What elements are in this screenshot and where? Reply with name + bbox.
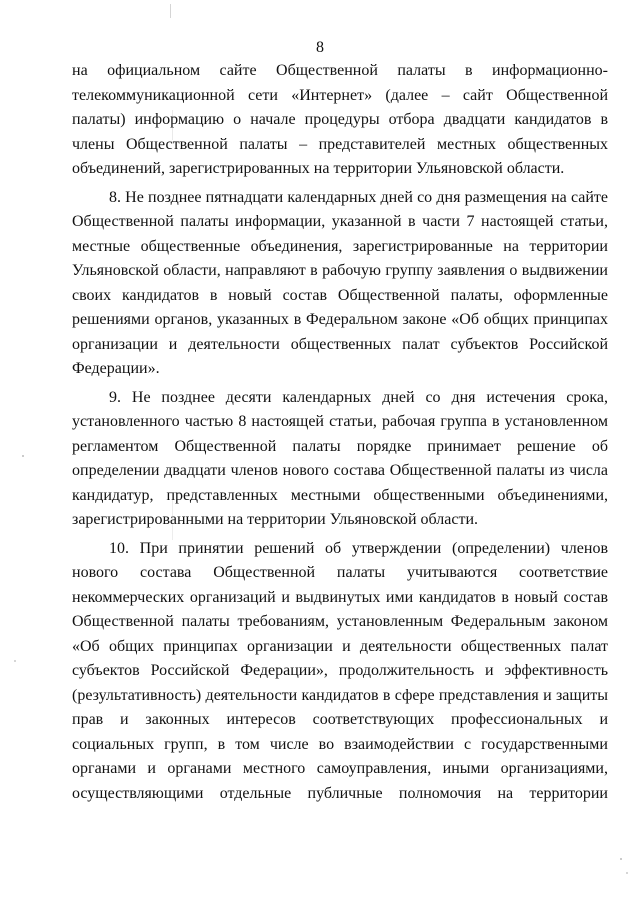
- scan-artifact-line-mid: [172, 110, 173, 140]
- scan-artifact-dot-right: [620, 858, 622, 860]
- page-number: 8: [316, 39, 324, 56]
- paragraph-item-10: 10. При принятии решений об утверждении (определении) членов нового состава Общественной палаты учитываются соответствие некоммерческих организаций и выдвинутых ими кандидатов в новый состав Общественной палаты требованиям, установленным Федеральным законом «Об общих принципах организации и деятельности общественных палат субъектов Российской Федерации», продолжительность и эффективность (результативность) деятельности кандидатов в сфере представления и защиты прав и законных интересов соответствующих профессиональных и социальных групп, в том числе во взаимодействии с государственными органами и органами местного самоуправления, иными организациями, осуществляющими отдельные публичные полномочия на территории: [72, 539, 608, 802]
- scan-artifact-dot-right-2: [626, 872, 628, 874]
- document-body: [72, 59, 608, 806]
- paragraph-continuation: на официальном сайте Общественной палаты в информационно-телекоммуникационной сети «Интернет» (далее – сайт Общественной палаты) информацию о начале процедуры отбора двадцати кандидатов в члены Общественной палаты – представителей местных общественных объединений, зарегистрированных на территории Ульяновской области.: [72, 62, 608, 177]
- scan-artifact-line-low: [172, 500, 173, 540]
- paragraph-item-8: 8. Не позднее пятнадцати календарных дней со дня размещения на сайте Общественной палаты информации, указанной в части 7 настоящей статьи, местные общественные объединения, зарегистрированные на территории Ульяновской области, направляют в рабочую группу заявления о выдвижении своих кандидатов в новый состав Общественной палаты, оформленные решениями органов, указанных в Федеральном законе «Об общих принципах организации и деятельности общественных палат субъектов Российской Федерации».: [72, 188, 608, 377]
- scan-artifact-line-top: [170, 4, 171, 18]
- paragraph-item-9: 9. Не позднее десяти календарных дней со дня истечения срока, установленного частью 8 настоящей статьи, рабочая группа в установленном регламентом Общественной палаты порядке принимает решение об определении двадцати членов нового состава Общественной палаты из числа кандидатур, представленных местными общественными объединениями, зарегистрированными на территории Ульяновской области.: [72, 388, 608, 528]
- scan-artifact-dot-left-2: [14, 660, 16, 662]
- scan-artifact-dot-left: [22, 455, 24, 457]
